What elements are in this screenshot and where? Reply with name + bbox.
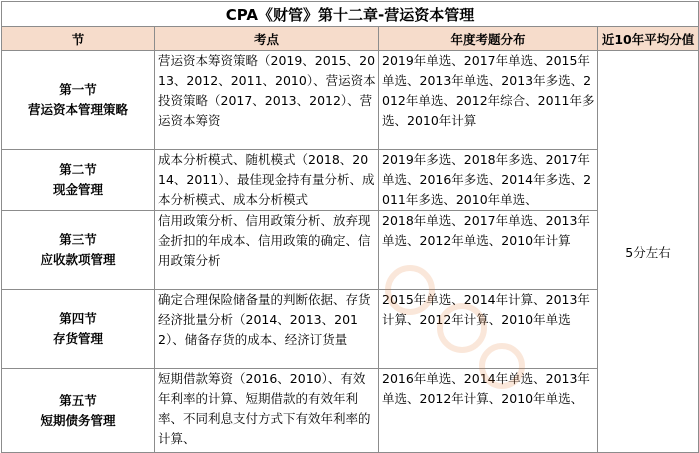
table-row: [2, 369, 699, 453]
years-cell: 2019年单选、2017年单选、2015年单选、2013年单选、2013年多选、2012年单选、2012年综合、2011年多选、2010年计算: [379, 51, 598, 150]
section-name: 营运资本管理策略: [27, 102, 128, 117]
years-cell: 2018年单选、2017年单选、2013年单选、2012年单选、2010年计算: [379, 211, 598, 290]
header-section: 节: [2, 27, 155, 51]
points-cell: 信用政策分析、信用政策分析、放弃现金折扣的年成本、信用政策的确定、信用政策分析: [155, 211, 379, 290]
table-row: [2, 51, 699, 150]
section-cell: [2, 369, 155, 453]
years-cell: 2016年单选、2014年单选、2013年单选、2012年计算、2010年单选、: [379, 369, 598, 453]
table-row: [2, 211, 699, 290]
section-number: 第四节: [59, 311, 97, 326]
section-number: 第五节: [59, 392, 97, 408]
table-row: [2, 290, 699, 369]
header-years: 年度考题分布: [379, 27, 598, 51]
section-cell: [2, 51, 155, 150]
section-cell: [2, 290, 155, 369]
section-cell: [2, 150, 155, 211]
header-average: 近10年平均分值: [598, 27, 699, 51]
header-points: 考点: [155, 27, 379, 51]
section-number: 第二节: [59, 162, 97, 177]
section-name: 应收款项管理: [40, 252, 116, 267]
years-cell: 2015年单选、2014年计算、2013年计算、2012年计算、2010年单选: [379, 290, 598, 369]
section-name: 短期债务管理: [40, 412, 116, 428]
table-title: CPA《财管》第十二章-营运资本管理: [2, 2, 699, 27]
points-cell: 短期借款筹资（2016、2010）、有效年利率的计算、短期借款的有效年利率、不同利息支付方式下有效年利率的计算、: [155, 369, 379, 453]
points-cell: 营运资本筹资策略（2019、2015、2013、2012、2011、2010）、营运资本投资策略（2017、2013、2012）、营运资本筹资: [155, 51, 379, 150]
years-cell: 2019年多选、2018年多选、2017年单选、2016年多选、2014年多选、2011年多选、2010年单选、: [379, 150, 598, 211]
section-number: 第三节: [59, 232, 97, 247]
table-row: [2, 150, 699, 211]
section-cell: [2, 211, 155, 290]
section-name: 现金管理: [52, 182, 103, 197]
section-name: 存货管理: [52, 331, 103, 346]
points-cell: 成本分析模式、随机模式（2018、2014、2011）、最佳现金持有量分析、成本分析模式、成本分析模式: [155, 150, 379, 211]
section-number: 第一节: [59, 82, 97, 97]
points-cell: 确定合理保险储备量的判断依据、存货经济批量分析（2014、2013、2012）、储备存货的成本、经济订货量: [155, 290, 379, 369]
average-value: 5分左右: [598, 51, 699, 453]
chapter-summary-table: [1, 1, 699, 453]
